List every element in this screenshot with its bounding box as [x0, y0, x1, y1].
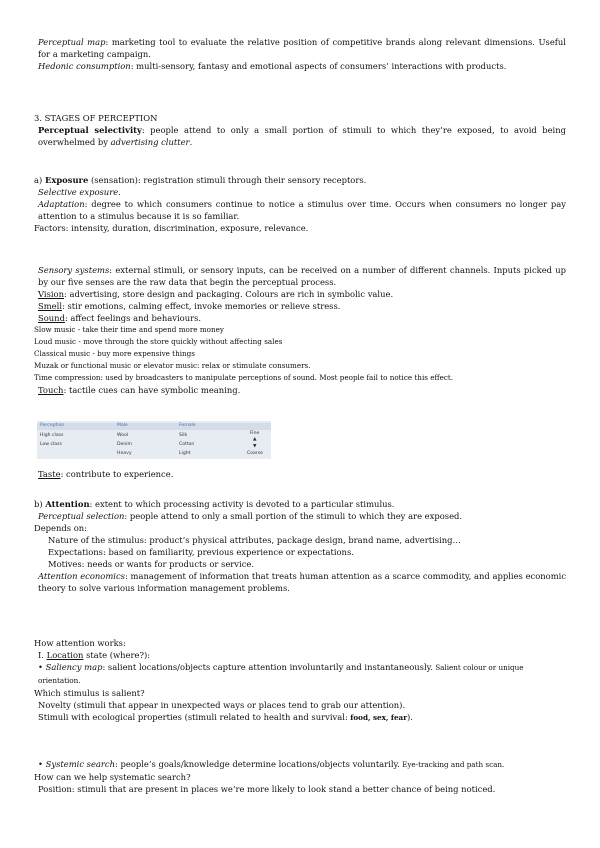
perceptual-map-text-cont: Useful for a marketing campaign. — [38, 37, 566, 59]
smell-term: Smell — [38, 301, 62, 311]
advertising-clutter-term: advertising clutter — [110, 137, 190, 147]
systematic-search-block — [34, 758, 566, 795]
selectivity-text: : people attend to only a small portion of stimuli to which they’re exposed, to avoid being overwhelmed by — [38, 125, 566, 147]
sensory-systems-definition — [34, 264, 566, 288]
attention-prefix: b) — [34, 499, 46, 509]
table-cell: Light — [179, 451, 191, 456]
position-item: Position: stimuli that are present in places we’re more likely to look stand a better chance of being noticed. — [38, 784, 496, 794]
clutter-end: . — [189, 137, 193, 147]
hedonic-consumption-definition — [34, 60, 566, 72]
sound-term: Sound — [38, 313, 65, 323]
attention-block — [34, 498, 566, 594]
table-cell: Wool — [117, 433, 129, 438]
systematic-search-text: : people’s goals/knowledge determine locations/objects voluntarily. — [115, 759, 400, 769]
scale-bottom-label: Coarse — [247, 451, 263, 456]
scale-top-label: Fine — [250, 431, 260, 436]
exposure-prefix: a) — [34, 175, 45, 185]
how-attention-block — [34, 637, 566, 724]
exposure-term: Exposure — [44, 175, 89, 185]
attention-economics-term: Attention economics — [38, 571, 125, 581]
music-line: Slow music - take their time and spend more money — [34, 325, 224, 334]
location-rest: state (where?): — [83, 650, 151, 660]
which-stimulus-question: Which stimulus is salient? — [34, 688, 145, 698]
location-state — [34, 649, 566, 661]
adaptation-definition — [34, 198, 566, 222]
perceptual-map-term: Perceptual map — [38, 37, 106, 47]
table-cell: Heavy — [117, 451, 132, 456]
section-3-block — [34, 112, 566, 148]
perceptual-selection-term: Perceptual selection — [38, 511, 125, 521]
arrow-down-icon: ▼ — [253, 444, 257, 449]
sound-text: : affect feelings and behaviours. — [64, 313, 202, 323]
systematic-search-small: Eye-tracking and path scan. — [399, 760, 505, 769]
saliency-map-term: Saliency map — [45, 662, 103, 672]
perceptual-selection-text: : people attend to only a small portion of the stimuli to which they are exposed. — [124, 511, 463, 521]
sound-item — [34, 312, 566, 324]
smell-text: : stir emotions, calming effect, invoke memories or relieve stress. — [62, 301, 341, 311]
touch-item — [34, 384, 566, 396]
exposure-block — [34, 174, 566, 234]
bullet-icon: • — [38, 759, 46, 769]
adaptation-term: Adaptation — [38, 199, 85, 209]
attention-text: : extent to which processing activity is devoted to a particular stimulus. — [89, 499, 395, 509]
music-line: Time compression: used by broadcasters to manipulate perceptions of sound. Most people fail to notice this effect. — [34, 373, 454, 382]
saliency-map-small: Salient colour or unique orientation. — [38, 663, 524, 685]
help-search-question: How can we help systematic search? — [34, 772, 191, 782]
depends-on-label: Depends on: — [34, 523, 87, 533]
taste-term: Taste — [38, 469, 61, 479]
music-line: Muzak or functional music or elevator music: relax or stimulate consumers. — [34, 361, 311, 370]
perceptual-selectivity-definition — [34, 124, 566, 148]
sensory-block — [34, 264, 566, 396]
arrow-up-icon: ▲ — [253, 437, 257, 442]
attention-definition — [34, 498, 566, 510]
touch-perception-table — [37, 421, 271, 459]
exposure-factors: Factors: intensity, duration, discrimination, exposure, relevance. — [34, 223, 309, 233]
smell-item — [34, 300, 566, 312]
adaptation-text: : degree to which consumers continue to notice a stimulus over time. Occurs when consumers no longer pay attention to a stimulus because it is so familiar. — [38, 199, 566, 221]
attention-term: Attention — [45, 499, 90, 509]
systematic-search-item — [34, 758, 566, 771]
table-cell: Denim — [117, 442, 133, 447]
attention-factor: Motives: needs or wants for products or service. — [48, 559, 255, 569]
location-term: Location — [46, 650, 84, 660]
table-header-cell: Perception — [40, 423, 65, 428]
saliency-map-text: : salient locations/objects capture attention involuntarily and instantaneously. — [102, 662, 433, 672]
selectivity-term: Perceptual selectivity — [38, 125, 142, 135]
bullet-icon: • — [38, 662, 46, 672]
ecological-text: Stimuli with ecological properties (stimuli related to health and survival: — [38, 712, 348, 722]
table-cell: High class — [40, 433, 64, 438]
table-cell: Silk — [179, 433, 188, 438]
hedonic-term: Hedonic consumption — [38, 61, 131, 71]
attention-economics-text: : management of information that treats human attention as a scarce commodity, and applies economic theory to solve various information management problems. — [38, 571, 567, 593]
attention-factor: Expectations: based on familiarity, previous experience or expectations. — [48, 547, 354, 557]
table-header-row — [37, 423, 271, 430]
section-heading: 3. STAGES OF PERCEPTION — [34, 113, 158, 123]
taste-item — [34, 468, 566, 480]
vision-term: Vision — [38, 289, 64, 299]
sensory-systems-text: : external stimuli, or sensory inputs, can be received on a number of different channels. Inputs picked up by our five senses are the raw data that begin the perceptual process. — [38, 265, 566, 287]
table-header-cell: Female — [179, 423, 196, 428]
vision-text: : advertising, store design and packaging. Colours are rich in symbolic value. — [64, 289, 394, 299]
attention-factor: Nature of the stimulus: product’s physical attributes, package design, brand name, advertising… — [48, 535, 461, 545]
novelty-item: Novelty (stimuli that appear in unexpected ways or places tend to grab our attention). — [38, 700, 406, 710]
ecological-item — [34, 711, 566, 724]
ecological-examples: food, sex, fear — [347, 713, 407, 722]
exposure-text: (sensation): registration stimuli through their sensory receptors. — [88, 175, 367, 185]
attention-economics-definition — [34, 570, 566, 594]
vision-item — [34, 288, 566, 300]
music-line: Classical music - buy more expensive things — [34, 349, 195, 358]
music-line: Loud music - move through the store quickly without affecting sales — [34, 337, 283, 346]
how-attention-title: How attention works: — [34, 638, 126, 648]
sensory-systems-term: Sensory systems — [38, 265, 110, 275]
ecological-end: ). — [407, 712, 413, 722]
location-prefix: I. — [38, 650, 47, 660]
touch-term: Touch — [38, 385, 64, 395]
exposure-definition — [34, 174, 566, 186]
systematic-search-term: Systemic search — [45, 759, 116, 769]
taste-block — [34, 468, 566, 480]
table-header-cell: Male — [117, 423, 128, 428]
table-cell: Cotton — [179, 442, 195, 447]
selective-exposure-term: Selective exposure — [38, 187, 119, 197]
intro-block — [34, 36, 566, 72]
saliency-map-item — [34, 661, 566, 687]
selective-exposure-end: . — [118, 187, 121, 197]
table-cell: Low class — [40, 442, 62, 447]
touch-text: : tactile cues can have symbolic meaning. — [63, 385, 241, 395]
perceptual-map-definition — [34, 36, 566, 60]
perceptual-selection-definition — [34, 510, 566, 522]
perceptual-map-text: : marketing tool to evaluate the relative position of competitive brands along relevant dimensions. — [105, 37, 535, 47]
taste-text: : contribute to experience. — [60, 469, 174, 479]
selective-exposure — [34, 186, 566, 198]
hedonic-text: : multi-sensory, fantasy and emotional aspects of consumers’ interactions with products. — [130, 61, 507, 71]
